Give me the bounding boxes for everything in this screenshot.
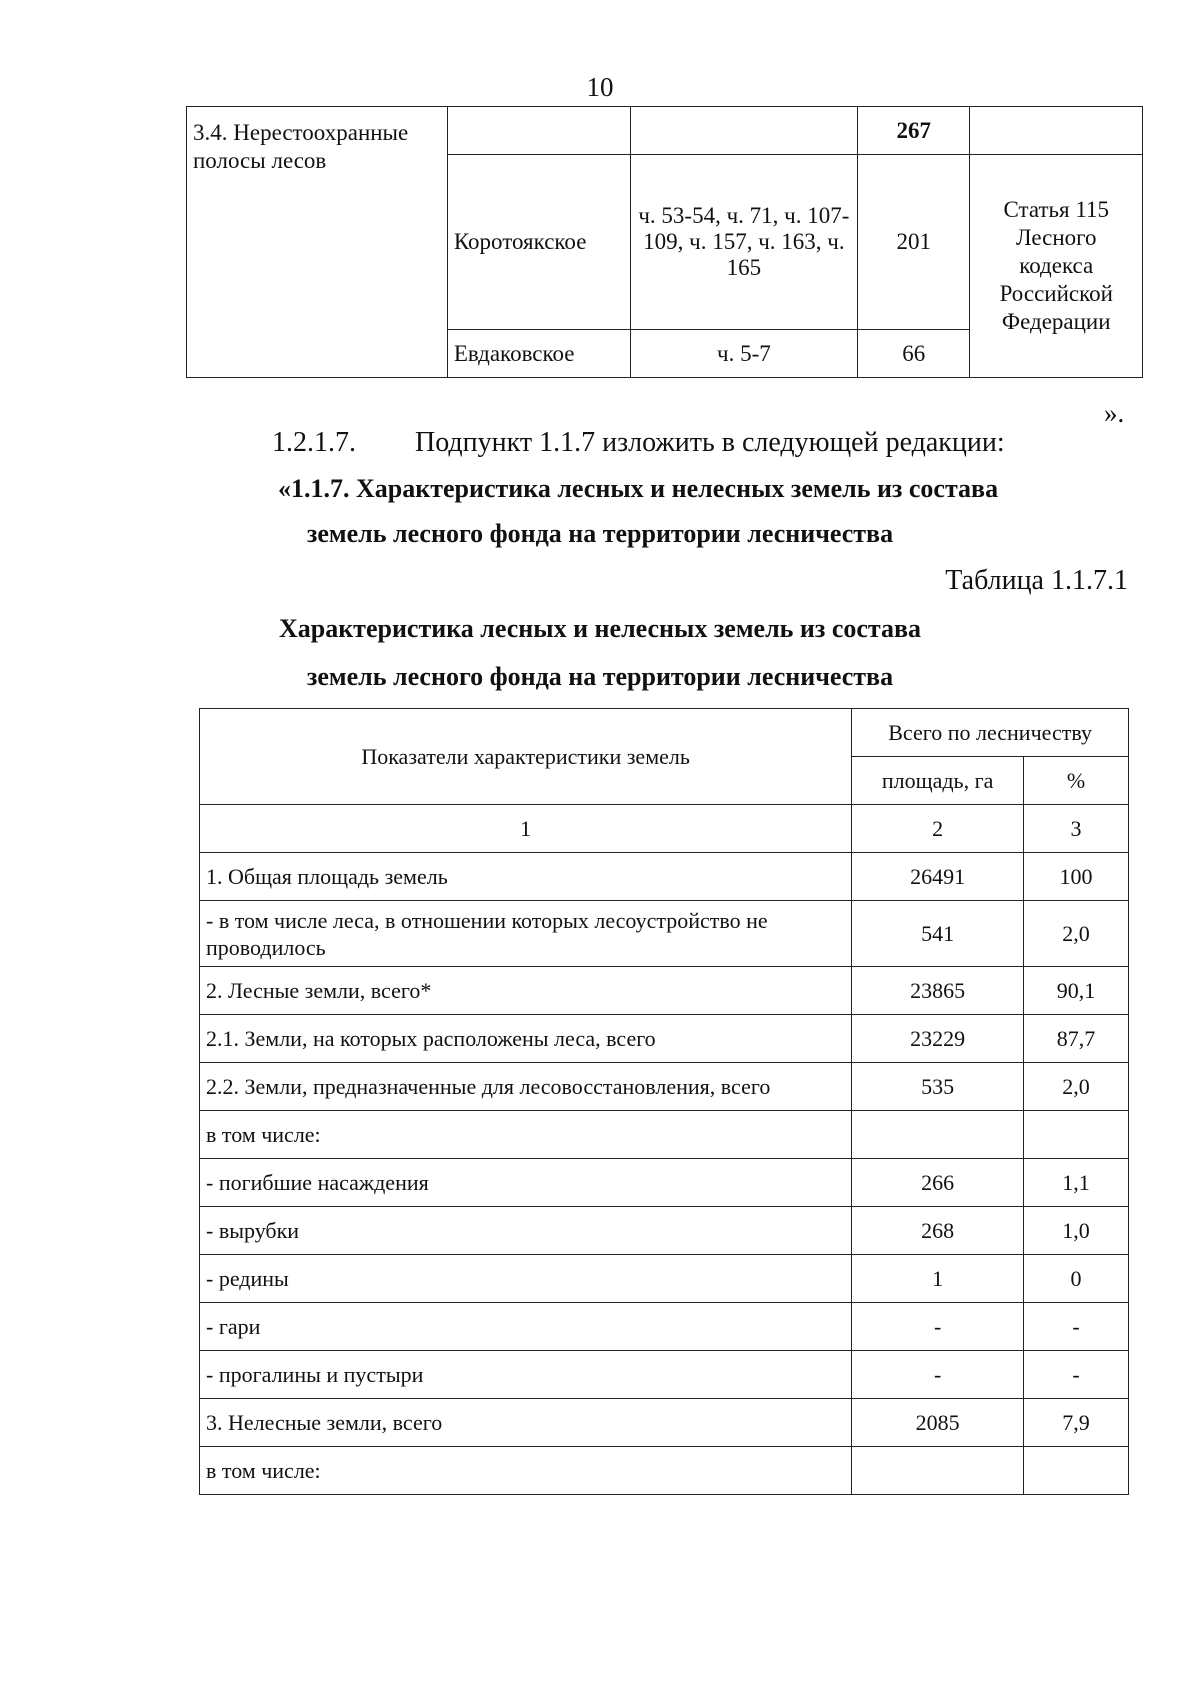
table-label: Таблица 1.1.7.1 (945, 565, 1128, 596)
row-percent: 87,7 (1024, 1015, 1129, 1063)
area-cell: 201 (857, 155, 970, 330)
header-indicator: Показатели характеристики земель (200, 709, 852, 805)
row-area: 2085 (852, 1399, 1024, 1447)
row-name: 2. Лесные земли, всего* (200, 967, 852, 1015)
table-row (200, 901, 1129, 967)
table-row (200, 1015, 1129, 1063)
section-heading-line2: земель лесного фонда на территории лесничества (306, 519, 894, 548)
row-percent: 7,9 (1024, 1399, 1129, 1447)
row-name: - редины (200, 1255, 852, 1303)
header-total-group: Всего по лесничеству (852, 709, 1129, 757)
row-name: - вырубки (200, 1207, 852, 1255)
parts-cell: ч. 5-7 (630, 330, 857, 378)
row-name: в том числе: (200, 1111, 852, 1159)
row-area: 266 (852, 1159, 1024, 1207)
table-row (200, 1399, 1129, 1447)
row-percent: 1,0 (1024, 1207, 1129, 1255)
row-area: 26491 (852, 853, 1024, 901)
forestry-cell: Евдаковское (447, 330, 630, 378)
land-characteristics-table (199, 708, 1129, 1495)
header-area: площадь, га (852, 757, 1024, 805)
table-row (200, 1351, 1129, 1399)
table-row (200, 1207, 1129, 1255)
parts-cell: ч. 53-54, ч. 71, ч. 107-109, ч. 157, ч. 163, ч. 165 (630, 155, 857, 330)
row-percent: 1,1 (1024, 1159, 1129, 1207)
total-area-cell: 267 (857, 107, 970, 155)
category-cell: 3.4. Нерестоохранные полосы лесов (187, 107, 448, 378)
row-area: - (852, 1303, 1024, 1351)
empty-cell (447, 107, 630, 155)
closing-quote: ». (1104, 398, 1125, 428)
row-area: 535 (852, 1063, 1024, 1111)
table-title-line1: Характеристика лесных и нелесных земель из состава (278, 614, 922, 643)
table-title-line2: земель лесного фонда на территории лесничества (306, 662, 894, 691)
area-cell: 66 (857, 330, 970, 378)
table-row (200, 967, 1129, 1015)
row-area: 23865 (852, 967, 1024, 1015)
row-area: - (852, 1351, 1024, 1399)
row-name: 2.1. Земли, на которых расположены леса, всего (200, 1015, 852, 1063)
column-number: 1 (200, 805, 852, 853)
row-name: - прогалины и пустыри (200, 1351, 852, 1399)
empty-cell (630, 107, 857, 155)
row-percent: 90,1 (1024, 967, 1129, 1015)
column-number-row (200, 805, 1129, 853)
row-area: 541 (852, 901, 1024, 967)
table-row (187, 107, 1143, 155)
amendment-number: 1.2.1.7. (272, 427, 356, 458)
row-percent: - (1024, 1351, 1129, 1399)
table-row (200, 1255, 1129, 1303)
forestry-cell: Коротоякское (447, 155, 630, 330)
row-area (852, 1447, 1024, 1495)
row-area: 268 (852, 1207, 1024, 1255)
empty-cell (970, 107, 1143, 155)
row-name: 2.2. Земли, предназначенные для лесовосстановления, всего (200, 1063, 852, 1111)
protective-strips-table (186, 106, 1143, 378)
row-name: 3. Нелесные земли, всего (200, 1399, 852, 1447)
row-percent (1024, 1111, 1129, 1159)
row-percent: 2,0 (1024, 1063, 1129, 1111)
row-percent: 2,0 (1024, 901, 1129, 967)
row-percent: 100 (1024, 853, 1129, 901)
row-name: - гари (200, 1303, 852, 1351)
row-name: в том числе: (200, 1447, 852, 1495)
row-name: 1. Общая площадь земель (200, 853, 852, 901)
page-number: 10 (586, 72, 614, 102)
legal-basis-cell: Статья 115 Лесного кодекса Российской Федерации (970, 155, 1143, 378)
header-percent: % (1024, 757, 1129, 805)
amendment-text: Подпункт 1.1.7 изложить в следующей редакции: (415, 427, 1005, 458)
table-row (200, 1303, 1129, 1351)
row-area: 1 (852, 1255, 1024, 1303)
table-row (200, 853, 1129, 901)
row-area: 23229 (852, 1015, 1024, 1063)
row-area (852, 1111, 1024, 1159)
section-heading-line1: «1.1.7. Характеристика лесных и нелесных земель из состава (278, 474, 999, 503)
row-name: - погибшие насаждения (200, 1159, 852, 1207)
row-percent (1024, 1447, 1129, 1495)
column-number: 3 (1024, 805, 1129, 853)
column-number: 2 (852, 805, 1024, 853)
table-row (200, 1447, 1129, 1495)
table-row (200, 1159, 1129, 1207)
table-row (200, 1063, 1129, 1111)
row-name: - в том числе леса, в отношении которых лесоустройство не проводилось (200, 901, 852, 967)
row-percent: - (1024, 1303, 1129, 1351)
table-row (200, 1111, 1129, 1159)
row-percent: 0 (1024, 1255, 1129, 1303)
header-row (200, 709, 1129, 757)
